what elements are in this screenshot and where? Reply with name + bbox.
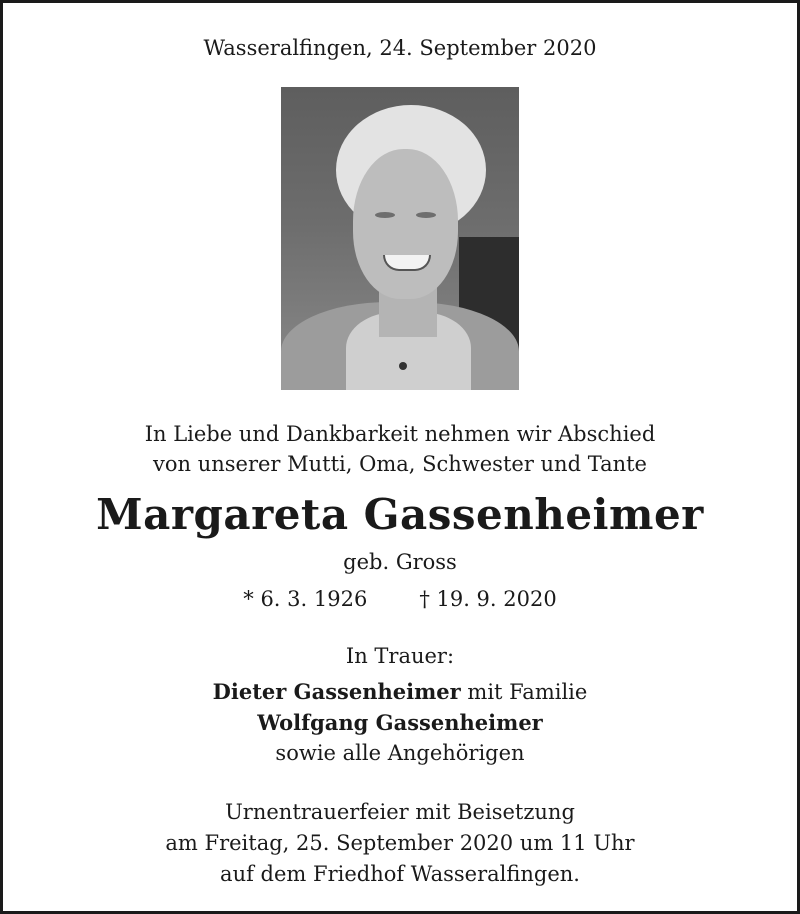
death-date: † 19. 9. 2020 bbox=[419, 587, 557, 611]
maiden-name: geb. Gross bbox=[343, 550, 457, 574]
mourner-1-suffix: mit Familie bbox=[460, 680, 588, 704]
service-line-1: Urnentrauerfeier mit Beisetzung bbox=[225, 800, 575, 824]
life-dates bbox=[0, 586, 800, 612]
mourner-1 bbox=[0, 679, 800, 705]
mourner-2 bbox=[0, 710, 800, 736]
mourner-2-name: Wolfgang Gassenheimer bbox=[257, 710, 543, 735]
other-mourners: sowie alle Angehörigen bbox=[275, 741, 525, 765]
service-line-2: am Freitag, 25. September 2020 um 11 Uhr bbox=[165, 831, 635, 855]
deceased-name: Margareta Gassenheimer bbox=[96, 490, 704, 539]
farewell-text-line-2: von unserer Mutti, Oma, Schwester und Tante bbox=[152, 452, 647, 476]
mourning-heading: In Trauer: bbox=[345, 644, 455, 668]
service-line-3: auf dem Friedhof Wasseralfingen. bbox=[220, 862, 580, 886]
farewell-text-line-1: In Liebe und Dankbarkeit nehmen wir Abschied bbox=[144, 422, 656, 446]
mourner-1-name: Dieter Gassenheimer bbox=[212, 679, 461, 704]
portrait-photo bbox=[281, 87, 519, 390]
birth-date: * 6. 3. 1926 bbox=[243, 587, 368, 611]
place-date: Wasseralfingen, 24. September 2020 bbox=[203, 36, 597, 60]
